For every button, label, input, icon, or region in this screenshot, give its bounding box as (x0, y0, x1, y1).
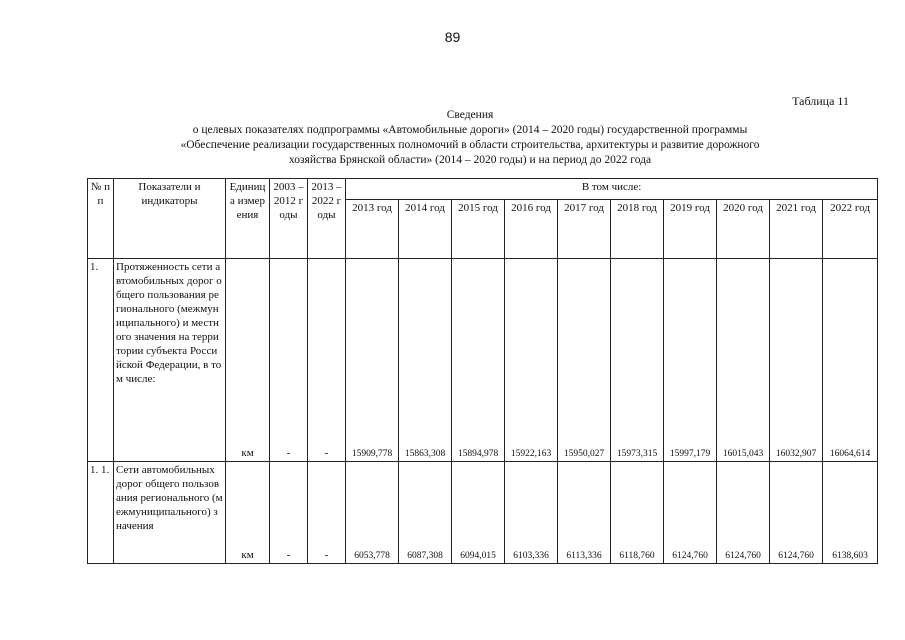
indicators-table (87, 178, 878, 564)
heading-line: «Обеспечение реализации государственных полномочий в области строительства, архитектуры и развитие дорожного (180, 139, 760, 151)
row-value: 15950,027 (558, 259, 611, 462)
row-value: 16015,043 (717, 259, 770, 462)
row-value: 6087,308 (399, 462, 452, 564)
row-value: 6053,778 (346, 462, 399, 564)
header-indicator: Показатели и индикаторы (114, 179, 226, 259)
row-value: 15973,315 (611, 259, 664, 462)
page-number: 89 (444, 29, 461, 45)
header-year: 2022 год (823, 200, 878, 259)
row-num: 1. (88, 259, 114, 462)
header-year: 2014 год (399, 200, 452, 259)
header-row (88, 179, 878, 200)
row-period-2003-2012: - (270, 259, 308, 462)
row-value: 6094,015 (452, 462, 505, 564)
header-year: 2019 год (664, 200, 717, 259)
row-indicator: Сети автомобильных дорог общего пользования регионального (межмуниципального) значения (114, 462, 226, 564)
header-year: 2018 год (611, 200, 664, 259)
row-num: 1. 1. (88, 462, 114, 564)
header-year: 2015 год (452, 200, 505, 259)
row-value: 6113,336 (558, 462, 611, 564)
row-value: 16064,614 (823, 259, 878, 462)
row-period-2003-2012: - (270, 462, 308, 564)
row-value: 6124,760 (717, 462, 770, 564)
row-value: 15922,163 (505, 259, 558, 462)
header-unit: Единица измерения (226, 179, 270, 259)
header-year: 2020 год (717, 200, 770, 259)
row-value: 6118,760 (611, 462, 664, 564)
row-value: 6103,336 (505, 462, 558, 564)
row-unit: км (226, 462, 270, 564)
row-period-2013-2022: - (308, 462, 346, 564)
header-year: 2021 год (770, 200, 823, 259)
table-label: Таблица 11 (792, 94, 849, 108)
header-including: В том числе: (346, 179, 878, 200)
table-row (88, 462, 878, 564)
row-value: 15863,308 (399, 259, 452, 462)
table-row (88, 259, 878, 462)
row-indicator: Протяженность сети автомобильных дорог общего пользования регионального (межмуниципального) и местного значения на территории субъекта Российской Федерации, в том числе: (114, 259, 226, 462)
header-num: № п п (88, 179, 114, 259)
row-unit: км (226, 259, 270, 462)
row-period-2013-2022: - (308, 259, 346, 462)
heading-line: хозяйства Брянской области» (2014 – 2020 годы) и на период до 2022 года (288, 154, 652, 166)
header-year: 2017 год (558, 200, 611, 259)
row-value: 15894,978 (452, 259, 505, 462)
row-value: 6138,603 (823, 462, 878, 564)
header-period-2013-2022: 2013 – 2022 годы (308, 179, 346, 259)
header-period-2003-2012: 2003 – 2012 годы (270, 179, 308, 259)
row-value: 6124,760 (664, 462, 717, 564)
row-value: 15909,778 (346, 259, 399, 462)
row-value: 15997,179 (664, 259, 717, 462)
header-year: 2016 год (505, 200, 558, 259)
heading-line: о целевых показателях подпрограммы «Автомобильные дороги» (2014 – 2020 годы) государственной программы (192, 124, 748, 136)
header-year: 2013 год (346, 200, 399, 259)
row-value: 16032,907 (770, 259, 823, 462)
heading-line: Сведения (446, 109, 494, 121)
document-heading (120, 108, 820, 168)
row-value: 6124,760 (770, 462, 823, 564)
